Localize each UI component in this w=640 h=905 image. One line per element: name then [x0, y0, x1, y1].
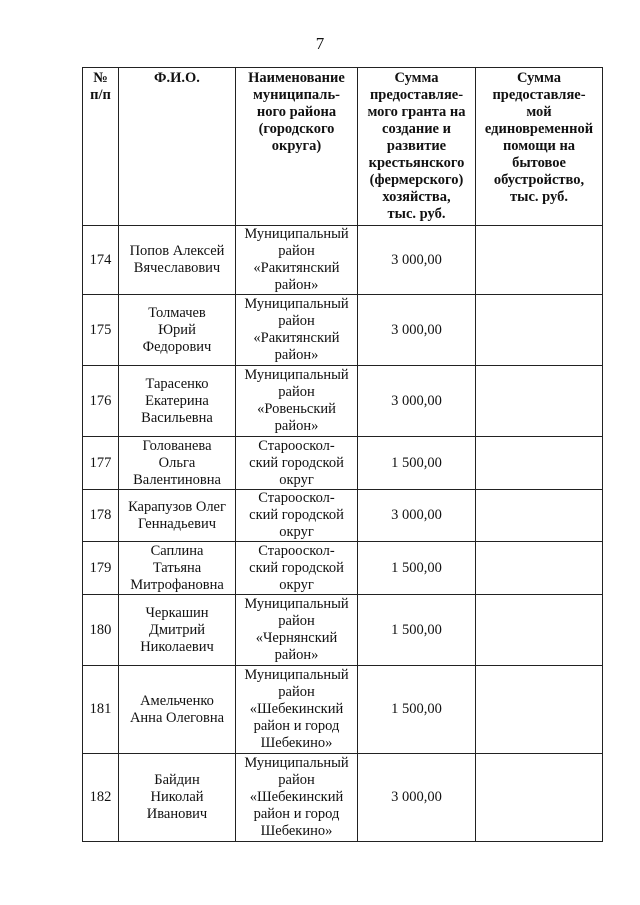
recipient-name: Амельченко Анна Олеговна: [119, 666, 236, 754]
recipient-name: Попов Алексей Вячеславович: [119, 226, 236, 295]
aid-amount: [476, 437, 603, 490]
district-name: Муниципальный район «Чернянский район»: [236, 595, 358, 666]
header-grant-amount: Сумма предоставляе- мого гранта на создание и развитие крестьянского (фермерского) хозяйства, тыс. руб.: [358, 68, 476, 226]
table-row: [83, 595, 603, 666]
district-name: Муниципальный район «Ровеньский район»: [236, 366, 358, 437]
row-number: 179: [83, 542, 119, 595]
header-number: № п/п: [83, 68, 119, 226]
row-number: 176: [83, 366, 119, 437]
table-row: [83, 366, 603, 437]
grant-amount: 3 000,00: [358, 754, 476, 842]
page-number: 7: [315, 34, 325, 53]
grant-amount: 1 500,00: [358, 542, 476, 595]
table-row: [83, 226, 603, 295]
table-row: [83, 437, 603, 490]
grant-amount: 3 000,00: [358, 366, 476, 437]
header-district: Наименование муниципаль- ного района (городского округа): [236, 68, 358, 226]
aid-amount: [476, 366, 603, 437]
table-header-row: [83, 68, 603, 226]
recipient-name: Голованева Ольга Валентиновна: [119, 437, 236, 490]
grant-amount: 1 500,00: [358, 437, 476, 490]
recipient-name: Байдин Николай Иванович: [119, 754, 236, 842]
grant-amount: 1 500,00: [358, 595, 476, 666]
table-row: [83, 295, 603, 366]
grant-recipients-table: [82, 67, 603, 842]
aid-amount: [476, 490, 603, 542]
aid-amount: [476, 595, 603, 666]
grant-amount: 3 000,00: [358, 490, 476, 542]
recipient-name: Карапузов Олег Геннадьевич: [119, 490, 236, 542]
district-name: Муниципальный район «Шебекинский район и город Шебекино»: [236, 754, 358, 842]
row-number: 180: [83, 595, 119, 666]
aid-amount: [476, 226, 603, 295]
row-number: 178: [83, 490, 119, 542]
grant-amount: 3 000,00: [358, 295, 476, 366]
district-name: Муниципальный район «Ракитянский район»: [236, 295, 358, 366]
aid-amount: [476, 295, 603, 366]
row-number: 175: [83, 295, 119, 366]
aid-amount: [476, 754, 603, 842]
district-name: Муниципальный район «Шебекинский район и город Шебекино»: [236, 666, 358, 754]
grant-amount: 3 000,00: [358, 226, 476, 295]
recipient-name: Толмачев Юрий Федорович: [119, 295, 236, 366]
header-full-name: Ф.И.О.: [119, 68, 236, 226]
district-name: Старооскол- ский городской округ: [236, 490, 358, 542]
header-aid-amount: Сумма предоставляе- мой единовременной помощи на бытовое обустройство, тыс. руб.: [476, 68, 603, 226]
row-number: 174: [83, 226, 119, 295]
row-number: 177: [83, 437, 119, 490]
aid-amount: [476, 666, 603, 754]
table-row: [83, 754, 603, 842]
table-row: [83, 542, 603, 595]
row-number: 182: [83, 754, 119, 842]
recipient-name: Саплина Татьяна Митрофановна: [119, 542, 236, 595]
row-number: 181: [83, 666, 119, 754]
district-name: Старооскол- ский городской округ: [236, 542, 358, 595]
grant-amount: 1 500,00: [358, 666, 476, 754]
district-name: Старооскол- ский городской округ: [236, 437, 358, 490]
recipient-name: Черкашин Дмитрий Николаевич: [119, 595, 236, 666]
district-name: Муниципальный район «Ракитянский район»: [236, 226, 358, 295]
aid-amount: [476, 542, 603, 595]
recipient-name: Тарасенко Екатерина Васильевна: [119, 366, 236, 437]
table-row: [83, 490, 603, 542]
table-row: [83, 666, 603, 754]
